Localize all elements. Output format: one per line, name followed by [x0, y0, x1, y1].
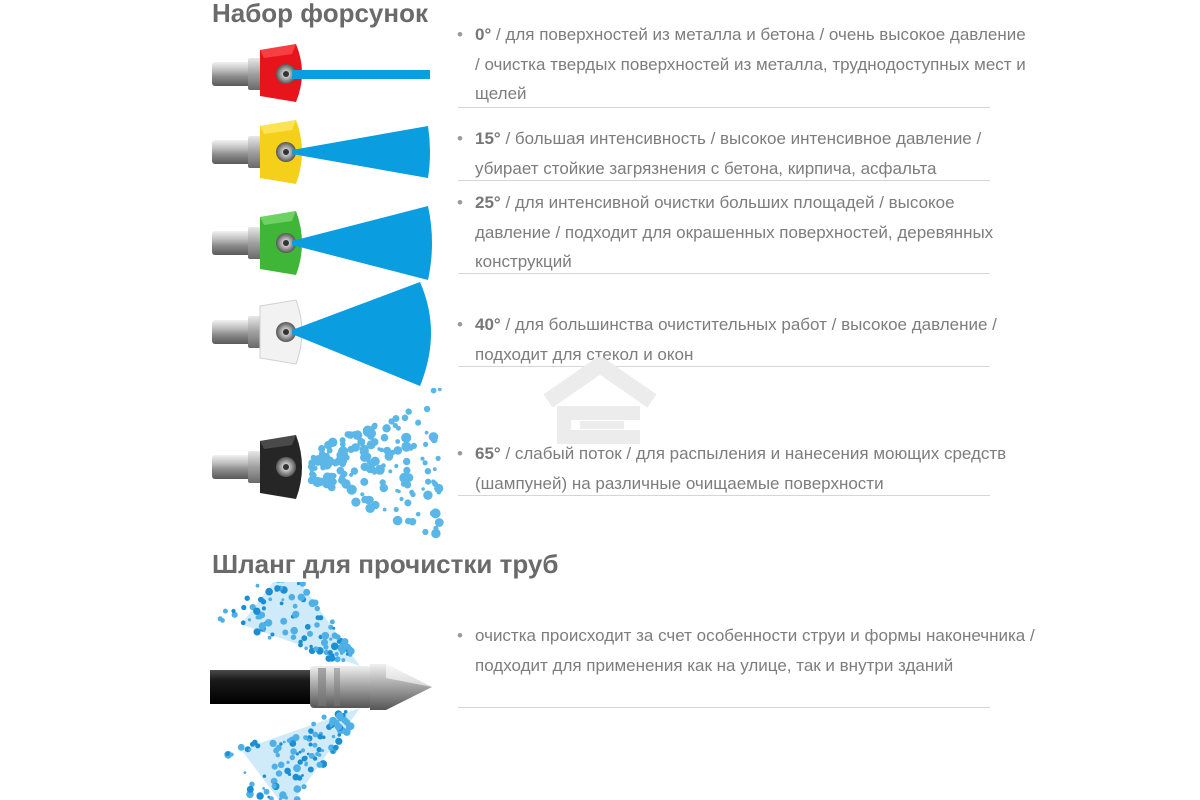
nozzle-15-illustration: [208, 114, 438, 186]
droplet: [315, 752, 319, 756]
droplet: [415, 420, 421, 426]
droplet: [290, 627, 298, 635]
droplet: [420, 457, 424, 461]
nozzle-25-description: [457, 188, 1035, 277]
droplet: [347, 485, 357, 495]
droplet: [341, 658, 345, 662]
droplet: [259, 616, 262, 619]
nozzle-angle: 0°: [475, 25, 492, 44]
droplet: [250, 606, 253, 609]
droplet: [422, 529, 428, 535]
droplet: [328, 650, 333, 655]
droplet: [313, 756, 317, 760]
droplet: [405, 473, 414, 482]
droplet: [383, 447, 391, 455]
divider: [458, 495, 990, 496]
nozzle-text: / для поверхностей из металла и бетона / очень высокое давление / очистка твердых поверхностей из металла, труднодоступных мест и щелей: [475, 25, 1026, 103]
droplet: [433, 467, 437, 471]
droplet: [317, 747, 322, 752]
droplet: [305, 624, 311, 630]
droplet: [321, 639, 328, 646]
droplet: [360, 492, 364, 496]
droplet: [403, 458, 410, 465]
droplet: [262, 606, 266, 610]
droplet: [321, 465, 325, 469]
droplet: [280, 602, 284, 606]
droplet: [256, 584, 260, 588]
bullet-icon: •: [457, 315, 463, 334]
droplet: [360, 453, 369, 462]
droplet: [394, 446, 403, 455]
droplet: [423, 442, 428, 447]
nozzle-40-illustration: [208, 280, 438, 390]
droplet: [318, 615, 323, 620]
nozzle-text: / для большинства очистительных работ / высокое давление / подходит для стекол и окон: [475, 315, 997, 364]
nozzle-angle: 25°: [475, 193, 501, 212]
divider: [458, 107, 990, 108]
droplet: [256, 792, 263, 799]
droplet: [223, 609, 228, 614]
droplet: [409, 490, 414, 495]
droplet: [360, 478, 368, 486]
droplet: [298, 643, 303, 648]
droplet: [349, 473, 353, 477]
droplet: [404, 499, 411, 506]
droplet: [402, 415, 409, 422]
droplet: [265, 619, 273, 627]
droplet: [337, 639, 341, 643]
droplet: [301, 748, 305, 752]
droplet: [307, 738, 310, 741]
droplet: [270, 633, 274, 637]
droplet: [375, 465, 385, 475]
droplet: [332, 735, 335, 738]
droplet: [273, 748, 279, 754]
droplet: [280, 618, 287, 625]
droplet: [312, 743, 317, 748]
pipe-cleaning-hose-illustration: [210, 582, 446, 800]
divider: [458, 180, 990, 181]
droplet: [245, 596, 250, 601]
nozzle-15-description: [457, 124, 1035, 183]
droplet: [335, 634, 341, 640]
divider: [458, 366, 990, 367]
droplet: [263, 775, 266, 778]
hose-text: очистка происходит за счет особенности струи и формы наконечника / подходит для применения как на улице, так и внутри зданий: [475, 626, 1035, 675]
droplet: [425, 479, 431, 485]
droplet: [238, 744, 245, 751]
droplet: [297, 775, 302, 780]
droplet: [425, 431, 429, 435]
droplet: [281, 598, 284, 601]
droplet: [247, 786, 254, 793]
droplet: [433, 526, 438, 531]
droplet: [395, 439, 400, 444]
droplet: [301, 784, 306, 789]
droplet: [330, 619, 335, 624]
droplet: [278, 762, 285, 769]
droplet: [395, 489, 399, 493]
droplet: [324, 456, 331, 463]
droplet: [311, 455, 317, 461]
droplet: [309, 743, 313, 747]
droplet: [290, 748, 297, 755]
droplet: [416, 512, 421, 517]
droplet: [338, 733, 342, 737]
droplet: [347, 648, 354, 655]
droplet: [262, 787, 265, 790]
droplet: [393, 516, 403, 526]
droplet: [270, 740, 277, 747]
droplet: [351, 498, 360, 507]
hose-section-title: Шланг для прочистки труб: [212, 549, 559, 579]
nozzles-section-title: Набор форсунок: [212, 0, 428, 28]
droplet: [268, 636, 272, 640]
droplet: [335, 652, 339, 656]
droplet: [291, 635, 296, 640]
droplet: [405, 518, 412, 525]
droplet: [248, 618, 251, 621]
droplet: [331, 473, 337, 479]
droplet: [429, 432, 439, 442]
droplet: [254, 628, 261, 635]
nozzle-25-illustration: [208, 200, 438, 286]
droplet: [403, 467, 410, 474]
droplet: [241, 605, 246, 610]
droplet: [272, 783, 277, 788]
droplet: [303, 735, 308, 740]
droplet: [403, 443, 407, 447]
droplet: [265, 588, 273, 596]
droplet: [322, 736, 326, 740]
droplet: [305, 762, 308, 765]
droplet: [330, 717, 336, 723]
droplet: [437, 490, 442, 495]
nozzle-angle: 65°: [475, 444, 501, 463]
droplet: [241, 620, 246, 625]
droplet: [329, 638, 332, 641]
droplet: [294, 615, 298, 619]
bullet-icon: •: [457, 25, 463, 44]
droplet: [286, 761, 289, 764]
droplet: [298, 759, 303, 764]
droplet: [303, 756, 308, 761]
droplet: [324, 441, 333, 450]
droplet: [311, 722, 316, 727]
droplet: [332, 627, 335, 630]
bullet-icon: •: [457, 444, 463, 463]
droplet: [388, 418, 394, 424]
droplet: [230, 753, 234, 757]
droplet: [331, 655, 334, 658]
nozzle-text: / слабый поток / для распыления и нанесения моющих средств (шампуней) на различные очищаемые поверхности: [475, 444, 1007, 493]
droplet: [307, 631, 313, 637]
droplet: [380, 484, 388, 492]
droplet: [301, 635, 307, 641]
droplet: [431, 508, 441, 518]
droplet: [321, 632, 329, 640]
droplet: [367, 433, 374, 440]
hose-description: [457, 621, 1035, 680]
droplet: [331, 643, 339, 651]
droplet: [310, 468, 314, 472]
droplet: [361, 496, 368, 503]
nozzle-0-description: [457, 20, 1035, 109]
droplet: [283, 741, 286, 744]
droplet: [406, 408, 412, 414]
bullet-icon: •: [457, 193, 463, 212]
droplet: [268, 597, 272, 601]
droplet: [365, 503, 375, 513]
droplet: [421, 487, 425, 491]
droplet: [338, 645, 345, 652]
nozzle-0-illustration: [208, 40, 438, 106]
droplet: [394, 464, 398, 468]
droplet: [431, 388, 437, 394]
droplet: [274, 585, 280, 591]
droplet: [438, 388, 442, 391]
droplet: [431, 479, 436, 484]
droplet: [308, 728, 314, 734]
droplet: [284, 768, 291, 775]
droplet: [293, 604, 298, 609]
droplet: [272, 764, 278, 770]
droplet: [372, 458, 379, 465]
droplet: [321, 749, 324, 752]
droplet: [279, 742, 282, 745]
house-logo-icon: [540, 355, 660, 450]
droplet: [282, 630, 288, 636]
bullet-icon: •: [457, 129, 463, 148]
droplet: [339, 451, 349, 461]
nozzle-text: / для интенсивной очистки больших площадей / высокое давление / подходит для окрашенных поверхностей, деревянных конструкций: [475, 193, 994, 271]
nozzle-text: / большая интенсивность / высокое интенсивное давление / убирает стойкие загрязнения с бетона, кирпича, асфальта: [475, 129, 982, 178]
droplet: [401, 442, 411, 452]
droplet: [377, 447, 381, 451]
droplet: [289, 594, 296, 601]
droplet: [367, 440, 376, 449]
droplet: [423, 460, 428, 465]
droplet: [317, 762, 323, 768]
droplet: [436, 456, 441, 461]
droplet: [253, 608, 260, 615]
droplet: [293, 734, 300, 741]
droplet: [264, 789, 270, 795]
droplet: [259, 624, 265, 630]
droplet: [423, 491, 432, 500]
droplet: [345, 431, 352, 438]
droplet: [424, 406, 430, 412]
droplet: [341, 638, 348, 645]
droplet: [248, 748, 251, 751]
droplet: [381, 434, 389, 442]
droplet: [250, 742, 255, 747]
nozzle-65-illustration: [208, 388, 448, 550]
droplet: [287, 738, 292, 743]
droplet: [218, 616, 223, 621]
droplet: [263, 629, 266, 632]
droplet: [314, 622, 320, 628]
droplet: [304, 647, 308, 651]
droplet: [258, 597, 264, 603]
divider: [458, 273, 990, 274]
droplet: [276, 753, 280, 757]
droplet: [276, 770, 282, 776]
divider: [458, 707, 990, 708]
droplet: [435, 518, 444, 527]
droplet: [388, 469, 392, 473]
droplet: [425, 468, 431, 474]
droplet: [335, 738, 342, 745]
droplet: [308, 477, 316, 485]
droplet: [309, 599, 317, 607]
droplet: [308, 767, 314, 773]
droplet: [401, 433, 411, 443]
droplet: [368, 497, 372, 501]
droplet: [313, 646, 318, 651]
nozzle-angle: 40°: [475, 315, 501, 334]
bullet-icon: •: [457, 626, 463, 645]
droplet: [344, 710, 348, 714]
droplet: [335, 656, 341, 662]
droplet: [329, 478, 336, 485]
droplet: [225, 752, 230, 757]
droplet: [344, 719, 351, 726]
droplet: [293, 764, 301, 772]
droplet: [399, 497, 403, 501]
nozzle-angle: 15°: [475, 129, 501, 148]
droplet: [231, 609, 235, 613]
droplet: [331, 750, 334, 753]
droplet: [315, 606, 320, 611]
droplet: [294, 785, 302, 793]
droplet: [394, 507, 399, 512]
droplet: [382, 424, 390, 432]
droplet: [411, 443, 417, 449]
droplet: [333, 745, 339, 751]
droplet: [303, 589, 310, 596]
droplet: [298, 594, 305, 601]
droplet: [290, 755, 295, 760]
droplet: [337, 467, 345, 475]
droplet: [330, 725, 333, 728]
droplet: [309, 645, 312, 648]
droplet: [340, 652, 343, 655]
droplet: [352, 431, 356, 435]
droplet: [383, 508, 387, 512]
droplet: [322, 715, 327, 720]
spray-droplets: [308, 388, 444, 538]
droplet: [338, 476, 346, 484]
droplet: [244, 771, 247, 774]
droplet: [396, 426, 401, 431]
droplet: [284, 796, 288, 800]
droplet: [347, 446, 354, 453]
